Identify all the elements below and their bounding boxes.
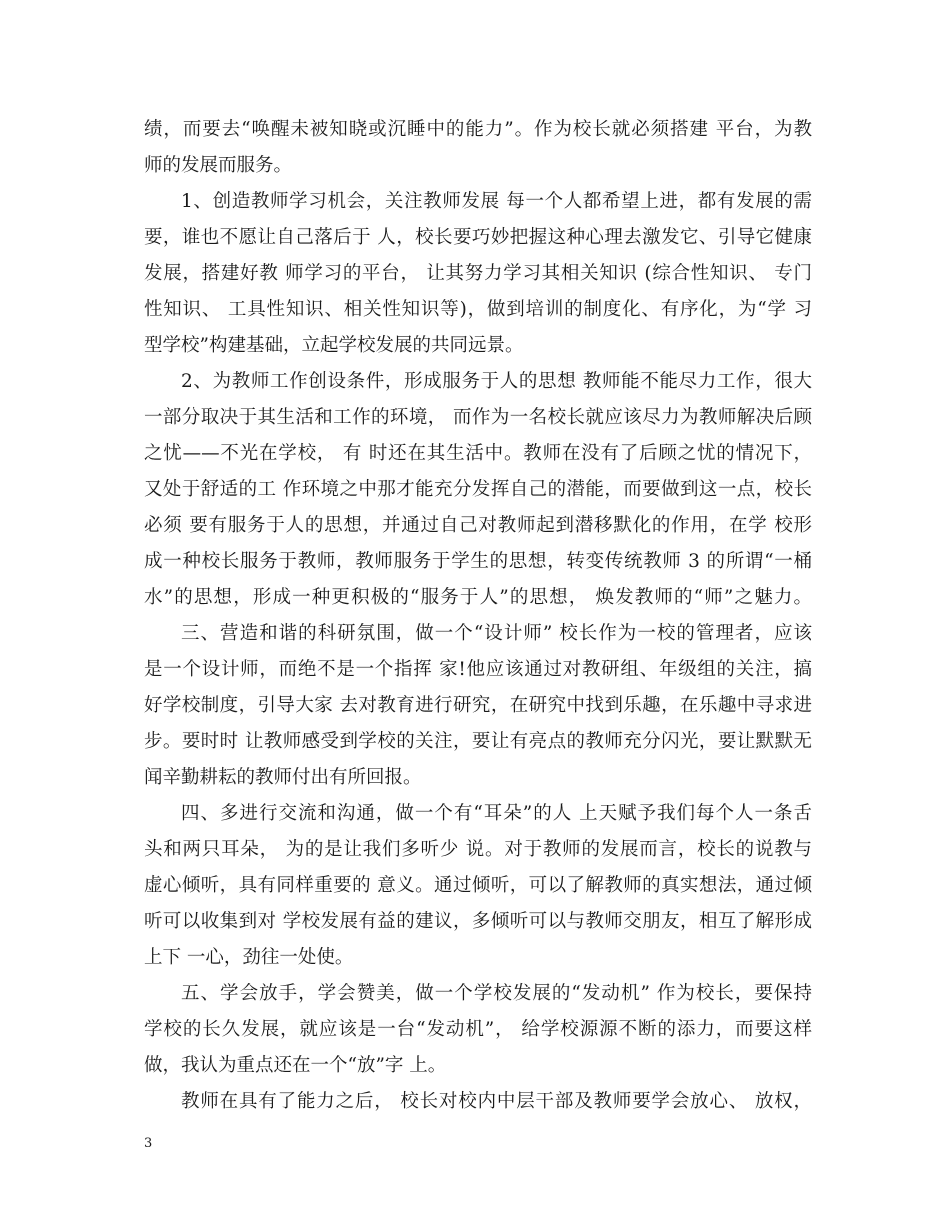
text-line: 听可以收集到对 学校发展有益的建议，多倾听可以与教师交朋友，相互了解形成: [144, 911, 812, 932]
text-line: 闻辛勤耕耘的教师付出有所回报。: [144, 767, 422, 788]
paragraph-empowerment: [144, 1084, 812, 1120]
paragraph-delegation: [144, 976, 812, 1084]
paragraph-research-atmosphere: [144, 616, 812, 796]
text-line: 1、创造教师学习机会，关注教师发展 每一个人都希望上进，都有发展的需: [181, 191, 812, 212]
text-line: 2、为教师工作创设条件，形成服务于人的思想 教师能不能尽力工作，很大: [181, 371, 812, 392]
text-line: 上下 一心，劲往一处使。: [144, 947, 354, 968]
text-line: 发展，搭建好教 师学习的平台， 让其努力学习其相关知识 (综合性知识、 专门: [144, 263, 812, 284]
text-line: 教师在具有了能力之后， 校长对校内中层干部及教师要学会放心、 放权，: [181, 1091, 812, 1112]
text-line: 五、学会放手，学会赞美，做一个学校发展的“发动机” 作为校长，要保持: [181, 983, 812, 1004]
text-line: 头和两只耳朵， 为的是让我们多听少 说。对于教师的发展而言，校长的说教与: [144, 839, 812, 860]
text-line: 四、多进行交流和沟通，做一个有“耳朵”的人 上天赋予我们每个人一条舌: [181, 803, 812, 824]
text-line: 之忧——不光在学校， 有 时还在其生活中。教师在没有了后顾之忧的情况下，: [144, 443, 812, 464]
text-line: 绩，而要去“唤醒未被知晓或沉睡中的能力”。作为校长就必须搭建 平台，为教: [144, 119, 812, 140]
text-line: 好学校制度，引导大家 去对教育进行研究，在研究中找到乐趣，在乐趣中寻求进: [144, 695, 812, 716]
text-line: 做，我认为重点还在一个“放”字 上。: [144, 1055, 447, 1076]
text-line: 水”的思想，形成一种更积极的“服务于人”的思想， 焕发教师的“师”之魅力。: [144, 587, 812, 608]
text-line: 必须 要有服务于人的思想，并通过自己对教师起到潜移默化的作用，在学 校形: [144, 515, 812, 536]
text-line: 型学校”构建基础，立起学校发展的共同远景。: [144, 335, 524, 356]
paragraph-learning-opportunities: [144, 184, 812, 364]
body-text: [144, 112, 812, 1120]
text-line: 成一种校长服务于教师，教师服务于学生的思想，转变传统教师 3 的所谓“一桶: [144, 551, 812, 572]
text-line: 一部分取决于其生活和工作的环境， 而作为一名校长就应该尽力为教师解决后顾: [144, 407, 812, 428]
paragraph-work-conditions: [144, 364, 812, 616]
page-number: 3: [144, 1136, 153, 1151]
text-line: 性知识、 工具性知识、相关性知识等)，做到培训的制度化、有序化，为“学 习: [144, 299, 812, 320]
text-line: 三、营造和谐的科研氛围，做一个“设计师” 校长作为一校的管理者，应该: [181, 623, 812, 644]
text-line: 虚心倾听，具有同样重要的 意义。通过倾听，可以了解教师的真实想法，通过倾: [144, 875, 812, 896]
text-line: 学校的长久发展，就应该是一台“发动机”， 给学校源源不断的添力，而要这样: [144, 1019, 812, 1040]
paragraph-communication: [144, 796, 812, 976]
text-line: 步。要时时 让教师感受到学校的关注，要让有亮点的教师充分闪光，要让默默无: [144, 731, 812, 752]
text-line: 师的发展而服务。: [144, 155, 293, 176]
text-line: 又处于舒适的工 作环境之中那才能充分发挥自己的潜能，而要做到这一点，校长: [144, 479, 812, 500]
text-line: 要，谁也不愿让自己落后于 人，校长要巧妙把握这种心理去激发它、引导它健康: [144, 227, 812, 248]
text-line: 是一个设计师，而绝不是一个指挥 家!他应该通过对教研组、年级组的关注，搞: [144, 659, 812, 680]
paragraph-continuation: [144, 112, 812, 184]
